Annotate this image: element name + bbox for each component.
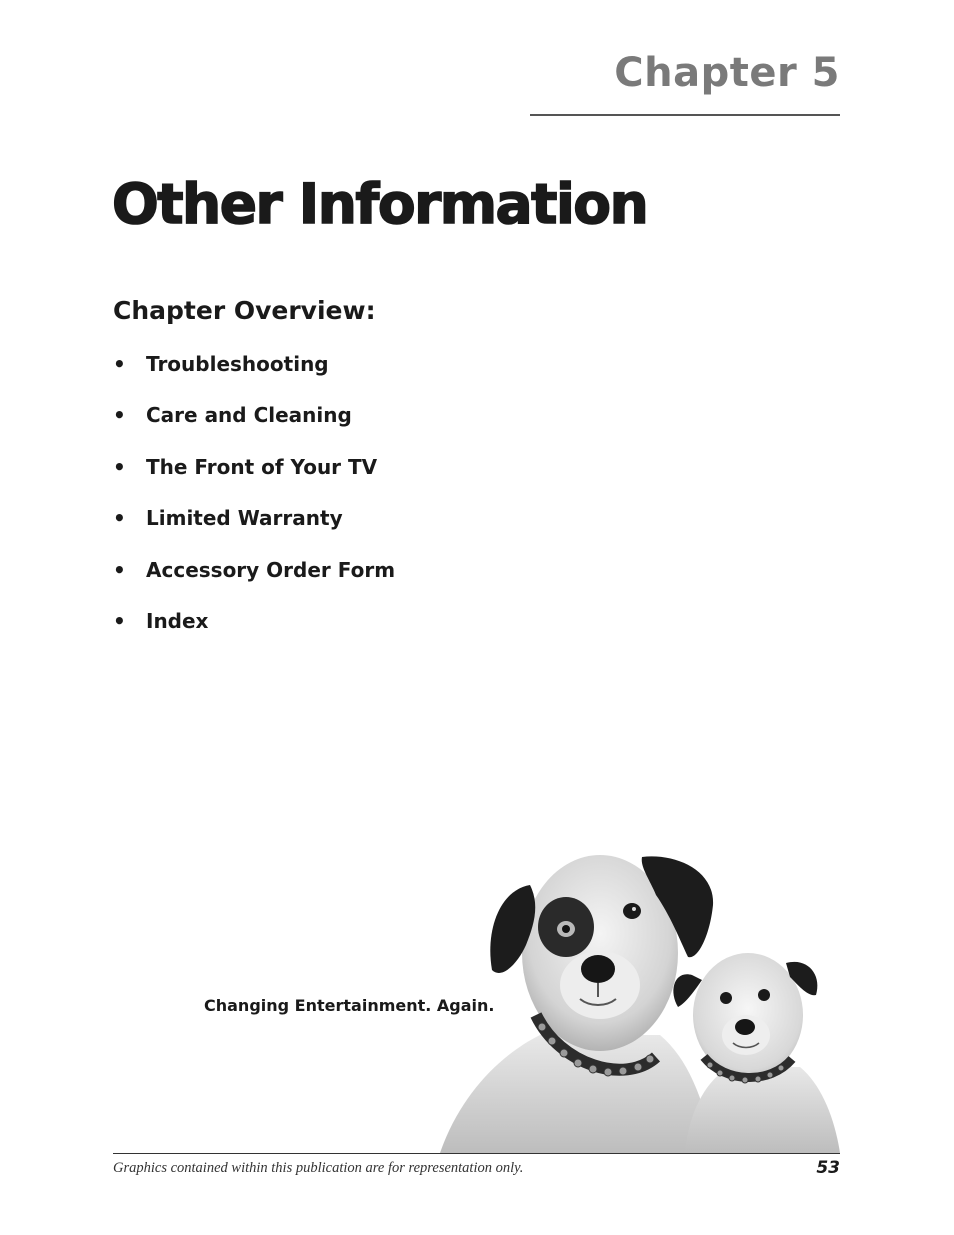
page-title: Other Information	[112, 172, 648, 236]
list-item	[113, 609, 395, 660]
bullet-icon: •	[113, 506, 126, 531]
list-item	[113, 506, 395, 557]
bullet-icon: •	[113, 403, 126, 428]
chapter-label: Chapter 5	[614, 50, 840, 96]
list-item-label: Accessory Order Form	[146, 557, 396, 582]
tagline: Changing Entertainment. Again.	[204, 996, 495, 1015]
bullet-icon: •	[113, 454, 126, 479]
bullet-icon: •	[113, 608, 126, 633]
list-item-label: Care and Cleaning	[146, 403, 352, 428]
footer-note: Graphics contained within this publication are for representation only.	[113, 1160, 524, 1176]
bullet-icon: •	[113, 352, 126, 376]
list-item	[113, 403, 395, 454]
list-item-label: Limited Warranty	[146, 506, 343, 531]
list-item-label: Troubleshooting	[146, 352, 329, 376]
chapter-divider	[530, 114, 840, 116]
footer-divider	[113, 1153, 840, 1154]
list-item	[113, 455, 395, 506]
list-item-label: Index	[146, 608, 209, 633]
overview-heading: Chapter Overview:	[113, 296, 376, 325]
list-item	[113, 558, 395, 609]
page-number: 53	[816, 1158, 840, 1178]
dogs-illustration	[430, 845, 850, 1155]
overview-list	[113, 352, 395, 660]
list-item	[113, 352, 395, 403]
bullet-icon: •	[113, 557, 126, 582]
list-item-label: The Front of Your TV	[146, 454, 378, 479]
